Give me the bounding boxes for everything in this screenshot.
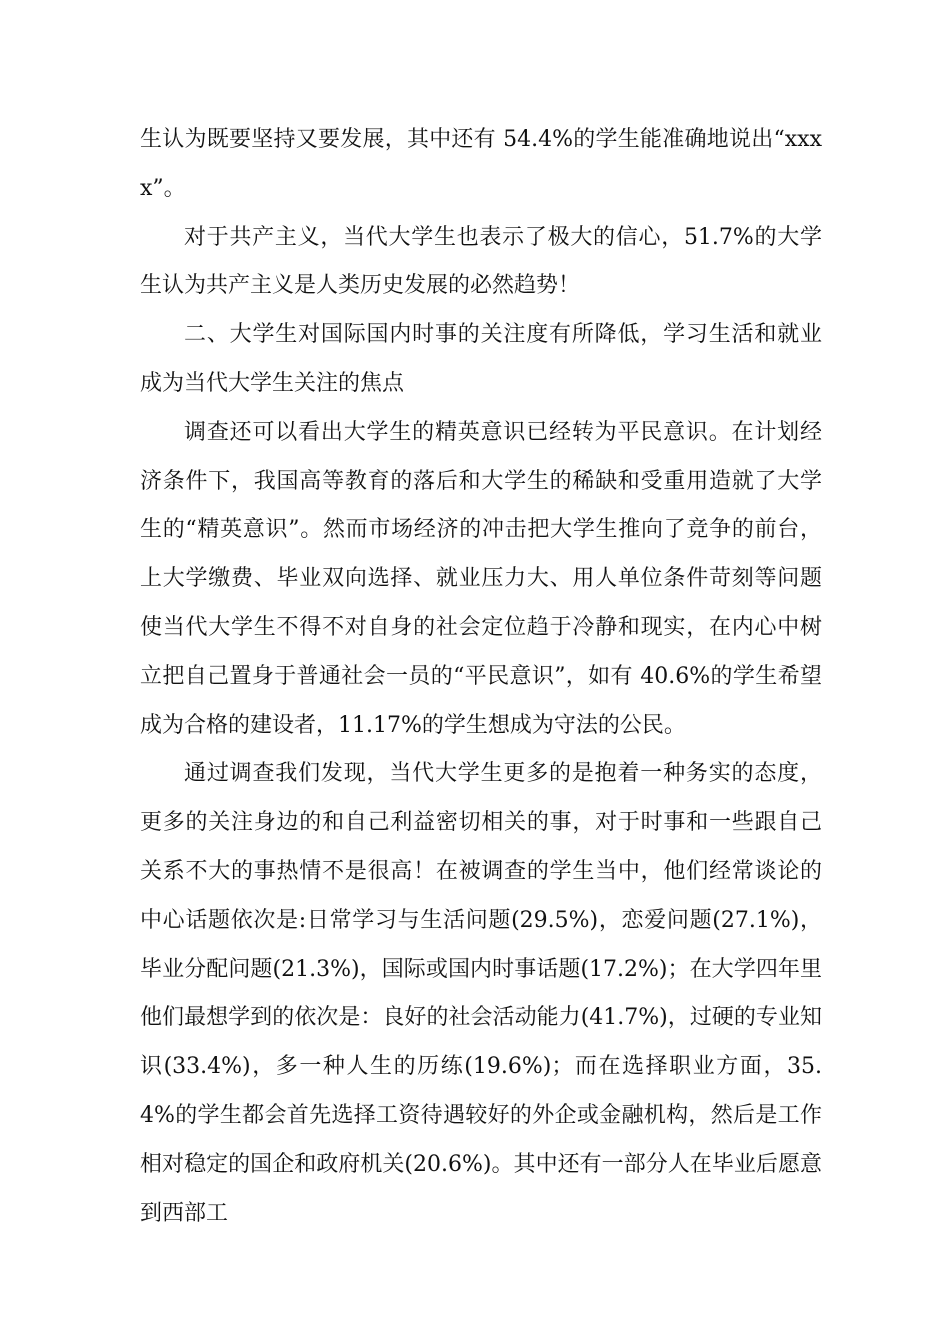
paragraph-1 bbox=[140, 116, 822, 214]
line: 生认为共产主义是人类历史发展的必然趋势！ bbox=[140, 273, 581, 299]
line: 二、大学生对国际国内时事的关注度有所降低，学习生活和就业 bbox=[184, 322, 822, 348]
line: 更多的关注身边的和自己利益密切相关的事，对于时事和一些跟自己 bbox=[140, 810, 822, 836]
line: 关系不大的事热情不是很高！在被调查的学生当中，他们经常谈论的 bbox=[140, 858, 822, 884]
line: 通过调查我们发现，当代大学生更多的是抱着一种务实的态度， bbox=[184, 761, 822, 787]
line: 出“xxxx”。 bbox=[140, 127, 822, 201]
line: 上大学缴费、毕业双向选择、就业压力大、用人单位条件苛刻等问题 bbox=[140, 566, 822, 592]
paragraph-5 bbox=[140, 750, 822, 1238]
line: 会首先选择工资待遇较好的外企或金融机构，然后是工作相对稳定的 bbox=[140, 1102, 822, 1177]
line: 立把自己置身于普通社会一员的“平民意识”，如有 40.6%的学生希 bbox=[140, 663, 800, 689]
line: 生认为既要坚持又要发展，其中还有 54.4%的学生能准确地说 bbox=[140, 127, 752, 152]
line: 望成为合格的建设者，11.17%的学生想成为守法的公民。 bbox=[140, 663, 822, 738]
line: 想学到的依次是：良好的社会活动能力(41.7%)，过硬的专业知识(33.4 bbox=[140, 1005, 822, 1080]
line: %)，多一种人生的历练(19.6%)；而在选择职业方面，35.4%的学生都 bbox=[140, 1054, 822, 1128]
line: 国企和政府机关(20.6%)。其中还有一部分人在毕业后愿意到西部工 bbox=[140, 1151, 822, 1226]
document-page bbox=[140, 116, 822, 1238]
line: 对于共产主义，当代大学生也表示了极大的信心，51.7%的大学 bbox=[184, 224, 822, 250]
line: 调查还可以看出大学生的精英意识已经转为平民意识。在计划经 bbox=[184, 419, 822, 445]
line: 分配问题(21.3%)，国际或国内时事话题(17.2%)；在大学四年里他们最 bbox=[140, 956, 822, 1031]
line: 生的“精英意识”。然而市场经济的冲击把大学生推向了竞争的前台， bbox=[140, 517, 822, 543]
paragraph-4 bbox=[140, 409, 822, 751]
section-heading bbox=[140, 311, 822, 409]
line: 使当代大学生不得不对自身的社会定位趋于冷静和现实，在内心中树 bbox=[140, 614, 822, 640]
paragraph-2 bbox=[140, 214, 822, 312]
line: 成为当代大学生关注的焦点 bbox=[140, 370, 405, 396]
line: 中心话题依次是:日常学习与生活问题(29.5%)，恋爱问题(27.1%)，毕业 bbox=[140, 907, 822, 982]
line: 济条件下，我国高等教育的落后和大学生的稀缺和受重用造就了大学 bbox=[140, 468, 822, 494]
